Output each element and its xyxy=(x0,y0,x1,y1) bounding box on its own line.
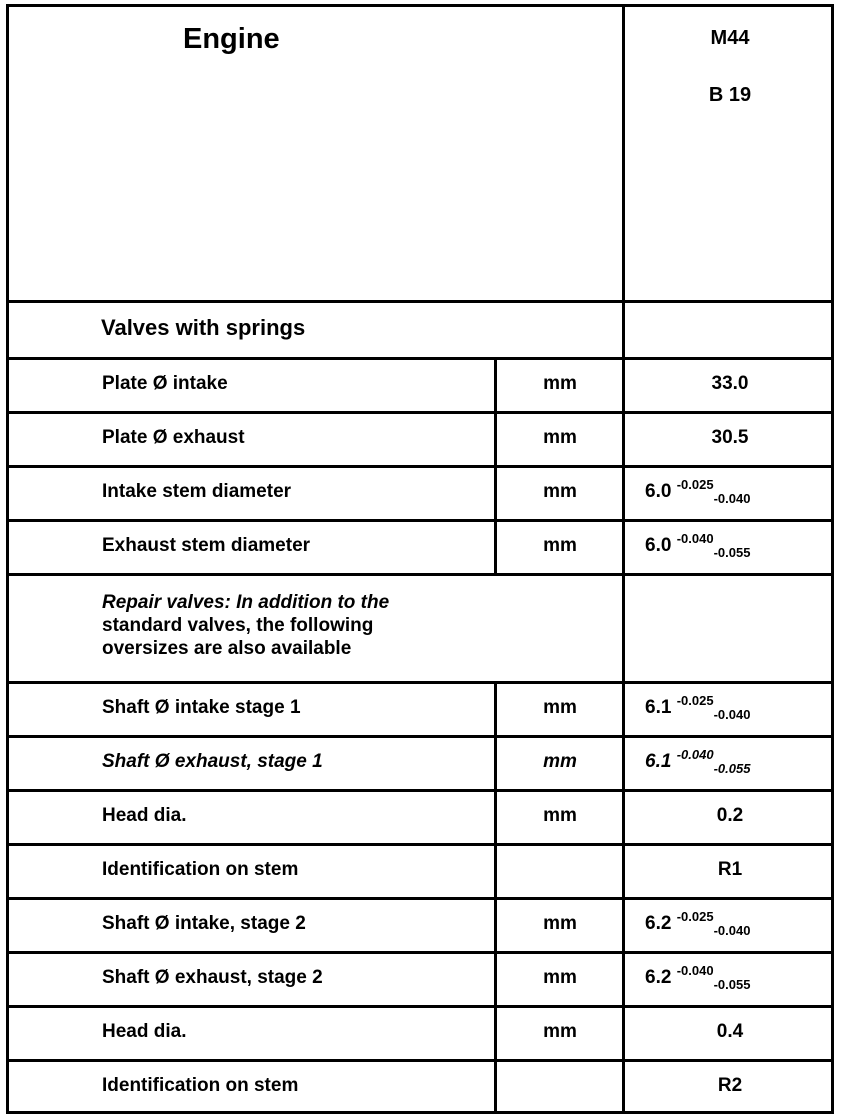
tolerance-value: 6.0 $^{-0.025}_{-0.040}$ xyxy=(645,477,751,506)
tolerance-value: 6.1 $^{-0.040}_{-0.055}$ xyxy=(645,747,751,776)
row-divider xyxy=(9,573,831,576)
column-divider-value xyxy=(622,7,625,1111)
row-divider xyxy=(9,357,831,360)
row-label: Exhaust stem diameter xyxy=(102,535,311,556)
row-label: Identification on stem xyxy=(102,1075,299,1096)
engine-variant: B 19 xyxy=(708,84,752,106)
row-unit: mm xyxy=(543,1021,577,1042)
row-label: Shaft Ø intake stage 1 xyxy=(102,697,301,718)
row-unit: mm xyxy=(543,751,577,772)
row-divider xyxy=(9,300,831,303)
tolerance-value: 6.0 $^{-0.040}_{-0.055}$ xyxy=(645,531,751,560)
row-divider xyxy=(9,843,831,846)
row-divider xyxy=(9,897,831,900)
row-unit: mm xyxy=(543,481,577,502)
row-value: 33.0 xyxy=(711,373,749,394)
tolerance-value: 6.2 $^{-0.025}_{-0.040}$ xyxy=(645,909,751,938)
repair-note: Repair valves: In addition to the standard valves, the following oversizes are also available xyxy=(102,592,390,659)
row-unit: mm xyxy=(543,373,577,394)
row-unit: mm xyxy=(543,535,577,556)
row-divider xyxy=(9,681,831,684)
row-label: Shaft Ø intake, stage 2 xyxy=(102,913,306,934)
row-value: 0.4 xyxy=(716,1021,744,1042)
row-unit: mm xyxy=(543,697,577,718)
row-divider xyxy=(9,1059,831,1062)
row-divider xyxy=(9,1005,831,1008)
row-value: 0.2 xyxy=(716,805,744,826)
row-label: Head dia. xyxy=(102,805,187,826)
row-value: R1 xyxy=(717,859,743,880)
tolerance-value: 6.2 $^{-0.040}_{-0.055}$ xyxy=(645,963,751,992)
row-label: Plate Ø intake xyxy=(102,373,228,394)
engine-label: Engine xyxy=(183,23,280,55)
row-divider xyxy=(9,735,831,738)
row-unit: mm xyxy=(543,427,577,448)
section-title: Valves with springs xyxy=(101,315,306,340)
valve-spec-table xyxy=(6,4,834,1114)
tolerance-value: 6.1 $^{-0.025}_{-0.040}$ xyxy=(645,693,751,722)
row-divider xyxy=(9,411,831,414)
row-label: Plate Ø exhaust xyxy=(102,427,245,448)
row-unit: mm xyxy=(543,967,577,988)
row-label: Intake stem diameter xyxy=(102,481,292,502)
row-divider xyxy=(9,519,831,522)
row-value: 30.5 xyxy=(711,427,749,448)
row-label: Head dia. xyxy=(102,1021,187,1042)
row-divider xyxy=(9,789,831,792)
column-divider-unit-lower xyxy=(494,681,497,1111)
row-unit: mm xyxy=(543,913,577,934)
row-label: Shaft Ø exhaust, stage 2 xyxy=(102,967,323,988)
engine-model: M44 xyxy=(710,27,750,49)
row-divider xyxy=(9,951,831,954)
row-unit: mm xyxy=(543,805,577,826)
row-value: R2 xyxy=(717,1075,743,1096)
row-divider xyxy=(9,465,831,468)
row-label: Shaft Ø exhaust, stage 1 xyxy=(102,751,323,772)
row-label: Identification on stem xyxy=(102,859,299,880)
